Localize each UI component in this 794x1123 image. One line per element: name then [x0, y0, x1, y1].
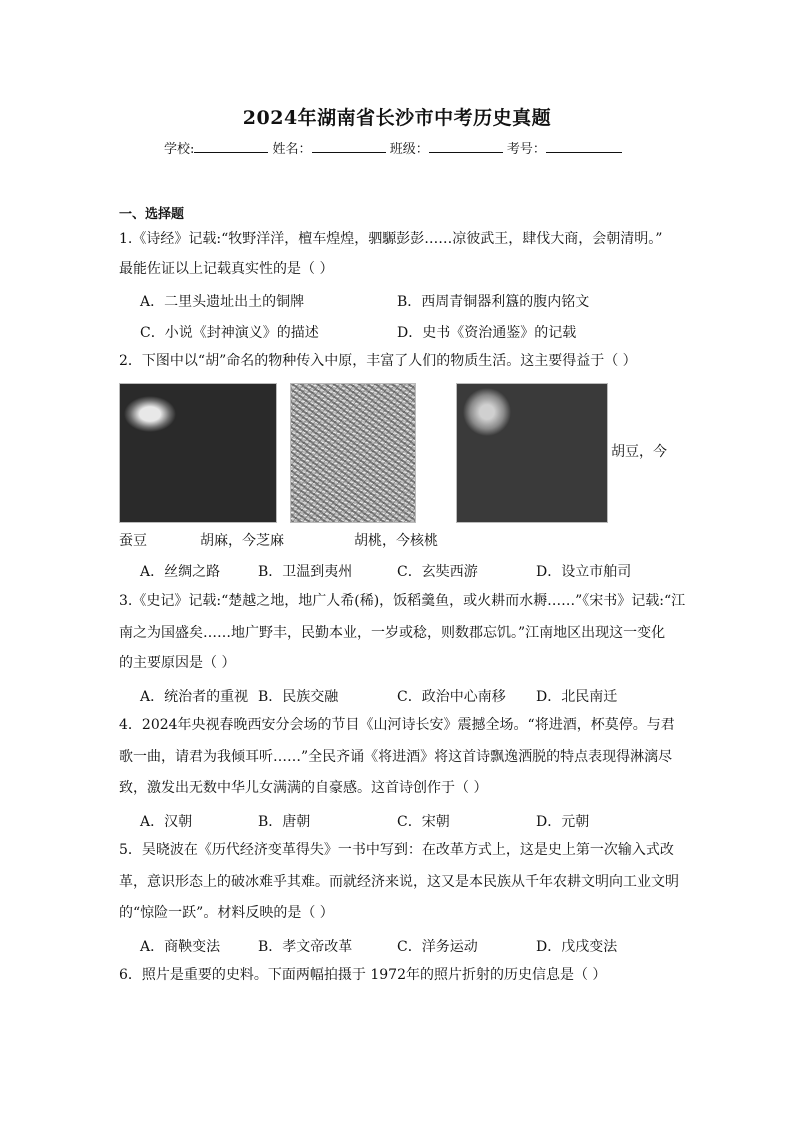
q3-option-d[interactable]: D．北民南迁 — [536, 689, 618, 705]
sesame-photo — [290, 383, 416, 523]
q5-option-c[interactable]: C．洋务运动 — [397, 939, 478, 955]
q3-option-a[interactable]: A．统治者的重视 — [140, 689, 249, 705]
school-blank[interactable] — [194, 139, 268, 153]
q4-stem-line1: 4．2024年央视春晚西安分会场的节目《山河诗长安》震撼全场。“将进酒，杯莫停。与君 — [119, 717, 675, 733]
name-label: 姓名： — [272, 142, 312, 157]
q2-caption-walnuts: 胡桃，今核桃 — [354, 533, 438, 549]
q4-option-b[interactable]: B．唐朝 — [258, 814, 311, 830]
q2-option-c[interactable]: C．玄奘西游 — [397, 564, 478, 580]
q3-stem-line3: 的主要原因是（ ） — [119, 655, 236, 671]
q1-stem-line1: 1.《诗经》记载:“牧野洋洋，檀车煌煌，驷騵彭彭……凉彼武王，肆伐大商，会朝清明。” — [119, 231, 663, 247]
q2-caption-beans-part1: 胡豆，今 — [611, 444, 667, 460]
broad-beans-photo — [119, 383, 277, 523]
q5-option-b[interactable]: B．孝文帝改革 — [258, 939, 353, 955]
exam-no-blank[interactable] — [546, 139, 622, 153]
q1-option-b[interactable]: B．西周青铜器利簋的腹内铭文 — [397, 294, 590, 310]
q4-option-c[interactable]: C．宋朝 — [397, 814, 450, 830]
q2-option-a[interactable]: A．丝绸之路 — [140, 564, 221, 580]
q5-stem-line2: 革，意识形态上的破冰难乎其难。而就经济来说，这又是本民族从千年农耕文明向工业文明 — [119, 874, 679, 890]
q2-caption-sesame: 胡麻，今芝麻 — [200, 533, 284, 549]
q2-option-d[interactable]: D．设立市舶司 — [536, 564, 632, 580]
school-label: 学校: — [164, 142, 195, 157]
class-label: 班级： — [389, 142, 429, 157]
q5-option-d[interactable]: D．戊戌变法 — [536, 939, 618, 955]
q2-caption-beans-part2: 蚕豆 — [119, 533, 147, 549]
q5-option-a[interactable]: A．商鞅变法 — [140, 939, 221, 955]
q1-stem-line2: 最能佐证以上记载真实性的是（ ） — [119, 261, 334, 277]
q3-stem-line1: 3.《史记》记载:“楚越之地，地广人希(稀)，饭稻羹鱼，或火耕而水耨……”《宋书》记载:“江 — [119, 593, 686, 609]
q2-option-b[interactable]: B．卫温到夷州 — [258, 564, 353, 580]
q4-stem-line2: 歌一曲，请君为我倾耳听……”全民齐诵《将进酒》将这首诗飘逸洒脱的特点表现得淋漓尽 — [119, 749, 673, 765]
exam-no-label: 考号： — [506, 142, 546, 157]
q1-option-c[interactable]: C．小说《封神演义》的描述 — [140, 325, 319, 341]
q4-option-d[interactable]: D．元朝 — [536, 814, 590, 830]
q1-option-a[interactable]: A．二里头遗址出土的铜牌 — [140, 294, 305, 310]
q2-stem: 2．下图中以“胡”命名的物种传入中原，丰富了人们的物质生活。这主要得益于（ ） — [119, 353, 637, 369]
walnuts-photo — [456, 383, 608, 523]
q3-option-c[interactable]: C．政治中心南移 — [397, 689, 506, 705]
q5-stem-line1: 5．吴晓波在《历代经济变革得失》一书中写到：在改革方式上，这是史上第一次输入式改 — [119, 842, 674, 858]
student-info-row — [164, 138, 622, 157]
q3-option-b[interactable]: B．民族交融 — [258, 689, 339, 705]
section-heading: 一、选择题 — [119, 207, 185, 222]
q3-stem-line2: 南之为国盛矣……地广野丰，民勤本业，一岁或稔，则数郡忘饥。”江南地区出现这一变化 — [119, 625, 666, 641]
q5-stem-line3: 的“惊险一跃”。材料反映的是（ ） — [119, 905, 334, 921]
name-blank[interactable] — [312, 139, 386, 153]
q1-option-d[interactable]: D．史书《资治通鉴》的记载 — [397, 325, 577, 341]
q4-option-a[interactable]: A．汉朝 — [140, 814, 193, 830]
q6-stem-line1: 6．照片是重要的史料。下面两幅拍摄于 1972年的照片折射的历史信息是（ ） — [119, 967, 607, 983]
q4-stem-line3: 致，激发出无数中华儿女满满的自豪感。这首诗创作于（ ） — [119, 780, 488, 796]
page-title: 2024年湖南省长沙市中考历史真题 — [242, 107, 552, 129]
class-blank[interactable] — [429, 139, 503, 153]
